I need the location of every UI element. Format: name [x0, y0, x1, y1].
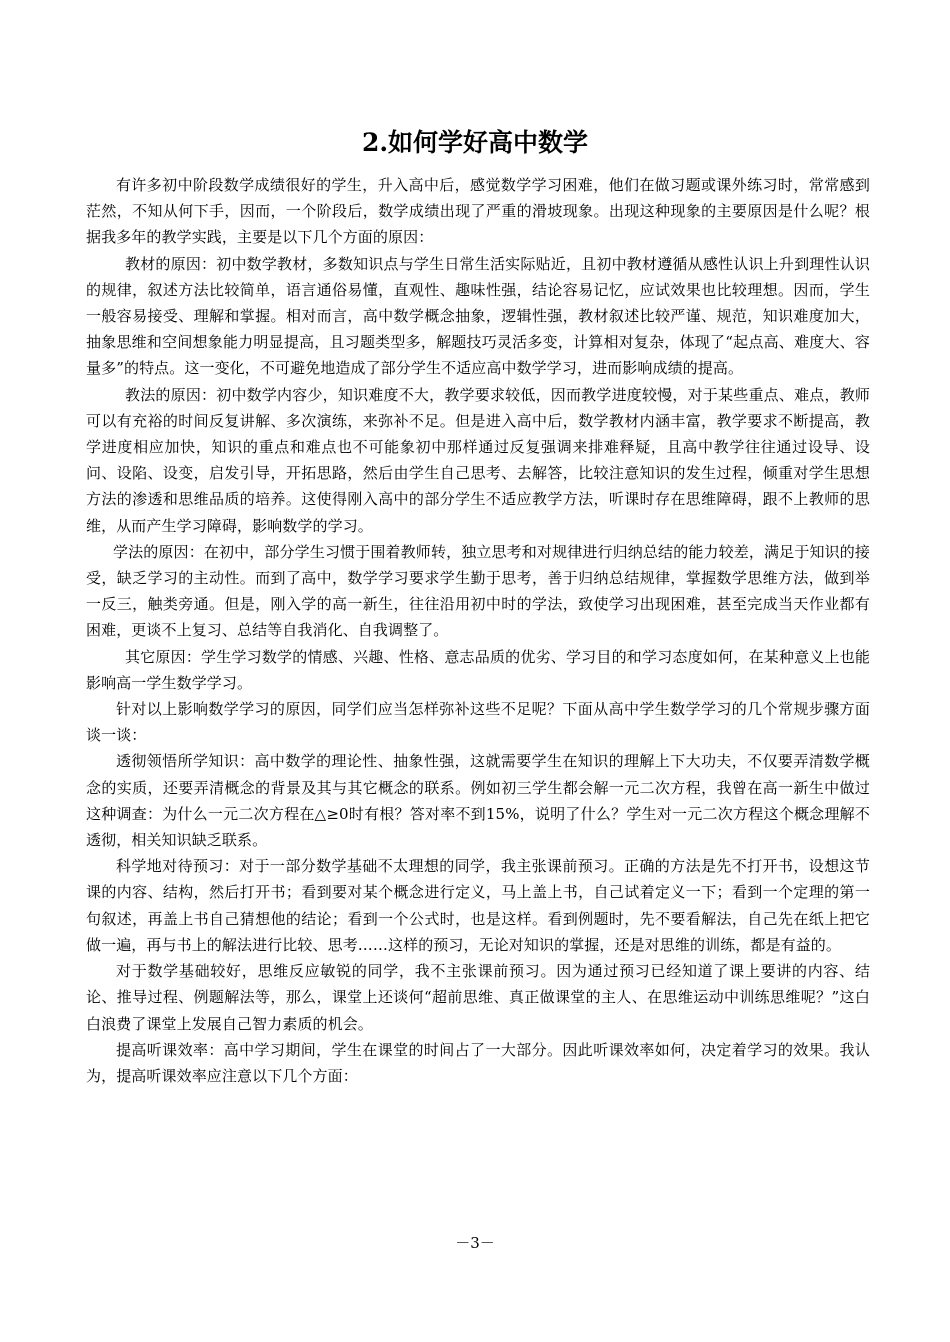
page-title: 2.如何学好高中数学 [361, 128, 589, 157]
paragraph-learning-reason: 学法的原因：在初中，部分学生习惯于围着教师转，独立思考和对规律进行归纳总结的能力较差，满足于知识的接受，缺乏学习的主动性。而到了高中，数学学习要求学生勤于思考，善于归纳总结规律，掌握数学思维方法，做到举一反三，触类旁通。但是，刚入学的高一新生，往往沿用初中时的学法，致使学习出现困难，甚至完成当天作业都有困难，更谈不上复习、总结等自我消化、自我调整了。 [86, 542, 870, 640]
paragraph-transition: 针对以上影响数学学习的原因，同学们应当怎样弥补这些不足呢？下面从高中学生数学学习的几个常规步骤方面谈一谈： [86, 700, 870, 745]
paragraph-textbook-reason: 教材的原因：初中数学教材，多数知识点与学生日常生活实际贴近，且初中教材遵循从感性认识上升到理性认识的规律，叙述方法比较简单，语言通俗易懂，直观性、趣味性强，结论容易记忆，应试效果也比较理想。因而，学生一般容易接受、理解和掌握。相对而言，高中数学概念抽象，逻辑性强，教材叙述比较严谨、规范，知识难度加大，抽象思维和空间想象能力明显提高，且习题类型多，解题技巧灵活多变，计算相对复杂，体现了“起点高、难度大、容量多”的特点。这一变化，不可避免地造成了部分学生不适应高中数学学习，进而影响成绩的提高。 [86, 254, 870, 378]
paragraph-understand-knowledge: 透彻领悟所学知识：高中数学的理论性、抽象性强，这就需要学生在知识的理解上下大功夫，不仅要弄清数学概念的实质，还要弄清概念的背景及其与其它概念的联系。例如初三学生都会解一元二次方程，我曾在高一新生中做过这种调查：为什么一元二次方程在△≥0时有根？答对率不到15%，说明了什么？学生对一元二次方程这个概念理解不透彻，相关知识缺乏联系。 [86, 752, 870, 850]
paragraph-preview: 科学地对待预习：对于一部分数学基础不太理想的同学，我主张课前预习。正确的方法是先不打开书，设想这节课的内容、结构，然后打开书；看到要对某个概念进行定义，马上盖上书，自己试着定义一下；看到一个定理的第一句叙述，再盖上书自己猜想他的结论；看到一个公式时，也是这样。看到例题时，先不要看解法，自己先在纸上把它做一遍，再与书上的解法进行比较、思考……这样的预习，无论对知识的掌握，还是对思维的训练，都是有益的。 [86, 857, 870, 954]
body-text [86, 172, 870, 1089]
paragraph-intro: 有许多初中阶段数学成绩很好的学生，升入高中后，感觉数学学习困难，他们在做习题或课外练习时，常常感到茫然，不知从何下手，因而，一个阶段后，数学成绩出现了严重的滑坡现象。出现这种现象的主要原因是什么呢？根据我多年的教学实践，主要是以下几个方面的原因： [86, 176, 870, 247]
paragraph-listening-efficiency: 提高听课效率：高中学习期间，学生在课堂的时间占了一大部分。因此听课效率如何，决定着学习的效果。我认为，提高听课效率应注意以下几个方面： [86, 1040, 870, 1085]
paragraph-no-preview: 对于数学基础较好，思维反应敏锐的同学，我不主张课前预习。因为通过预习已经知道了课上要讲的内容、结论、推导过程、例题解法等，那么，课堂上还谈何“超前思维、真正做课堂的主人、在思维运动中训练思维呢？”这白白浪费了课堂上发展自己智力素质的机会。 [86, 962, 870, 1033]
paragraph-other-reason: 其它原因：学生学习数学的情感、兴趣、性格、意志品质的优劣、学习目的和学习态度如何，在某种意义上也能影响高一学生数学学习。 [86, 647, 870, 692]
page-number: －3－ [455, 1234, 495, 1252]
paragraph-teaching-reason: 教法的原因：初中数学内容少，知识难度不大，教学要求较低，因而教学进度较慢，对于某些重点、难点，教师可以有充裕的时间反复讲解、多次演练，来弥补不足。但是进入高中后，数学教材内涵丰富，教学要求不断提高，教学进度相应加快，知识的重点和难点也不可能象初中那样通过反复强调来排难释疑，且高中教学往往通过设导、设问、设陷、设变，启发引导，开拓思路，然后由学生自己思考、去解答，比较注意知识的发生过程，倾重对学生思想方法的渗透和思维品质的培养。这使得刚入高中的部分学生不适应教学方法，听课时存在思维障碍，跟不上教师的思维，从而产生学习障碍，影响数学的学习。 [86, 385, 870, 535]
